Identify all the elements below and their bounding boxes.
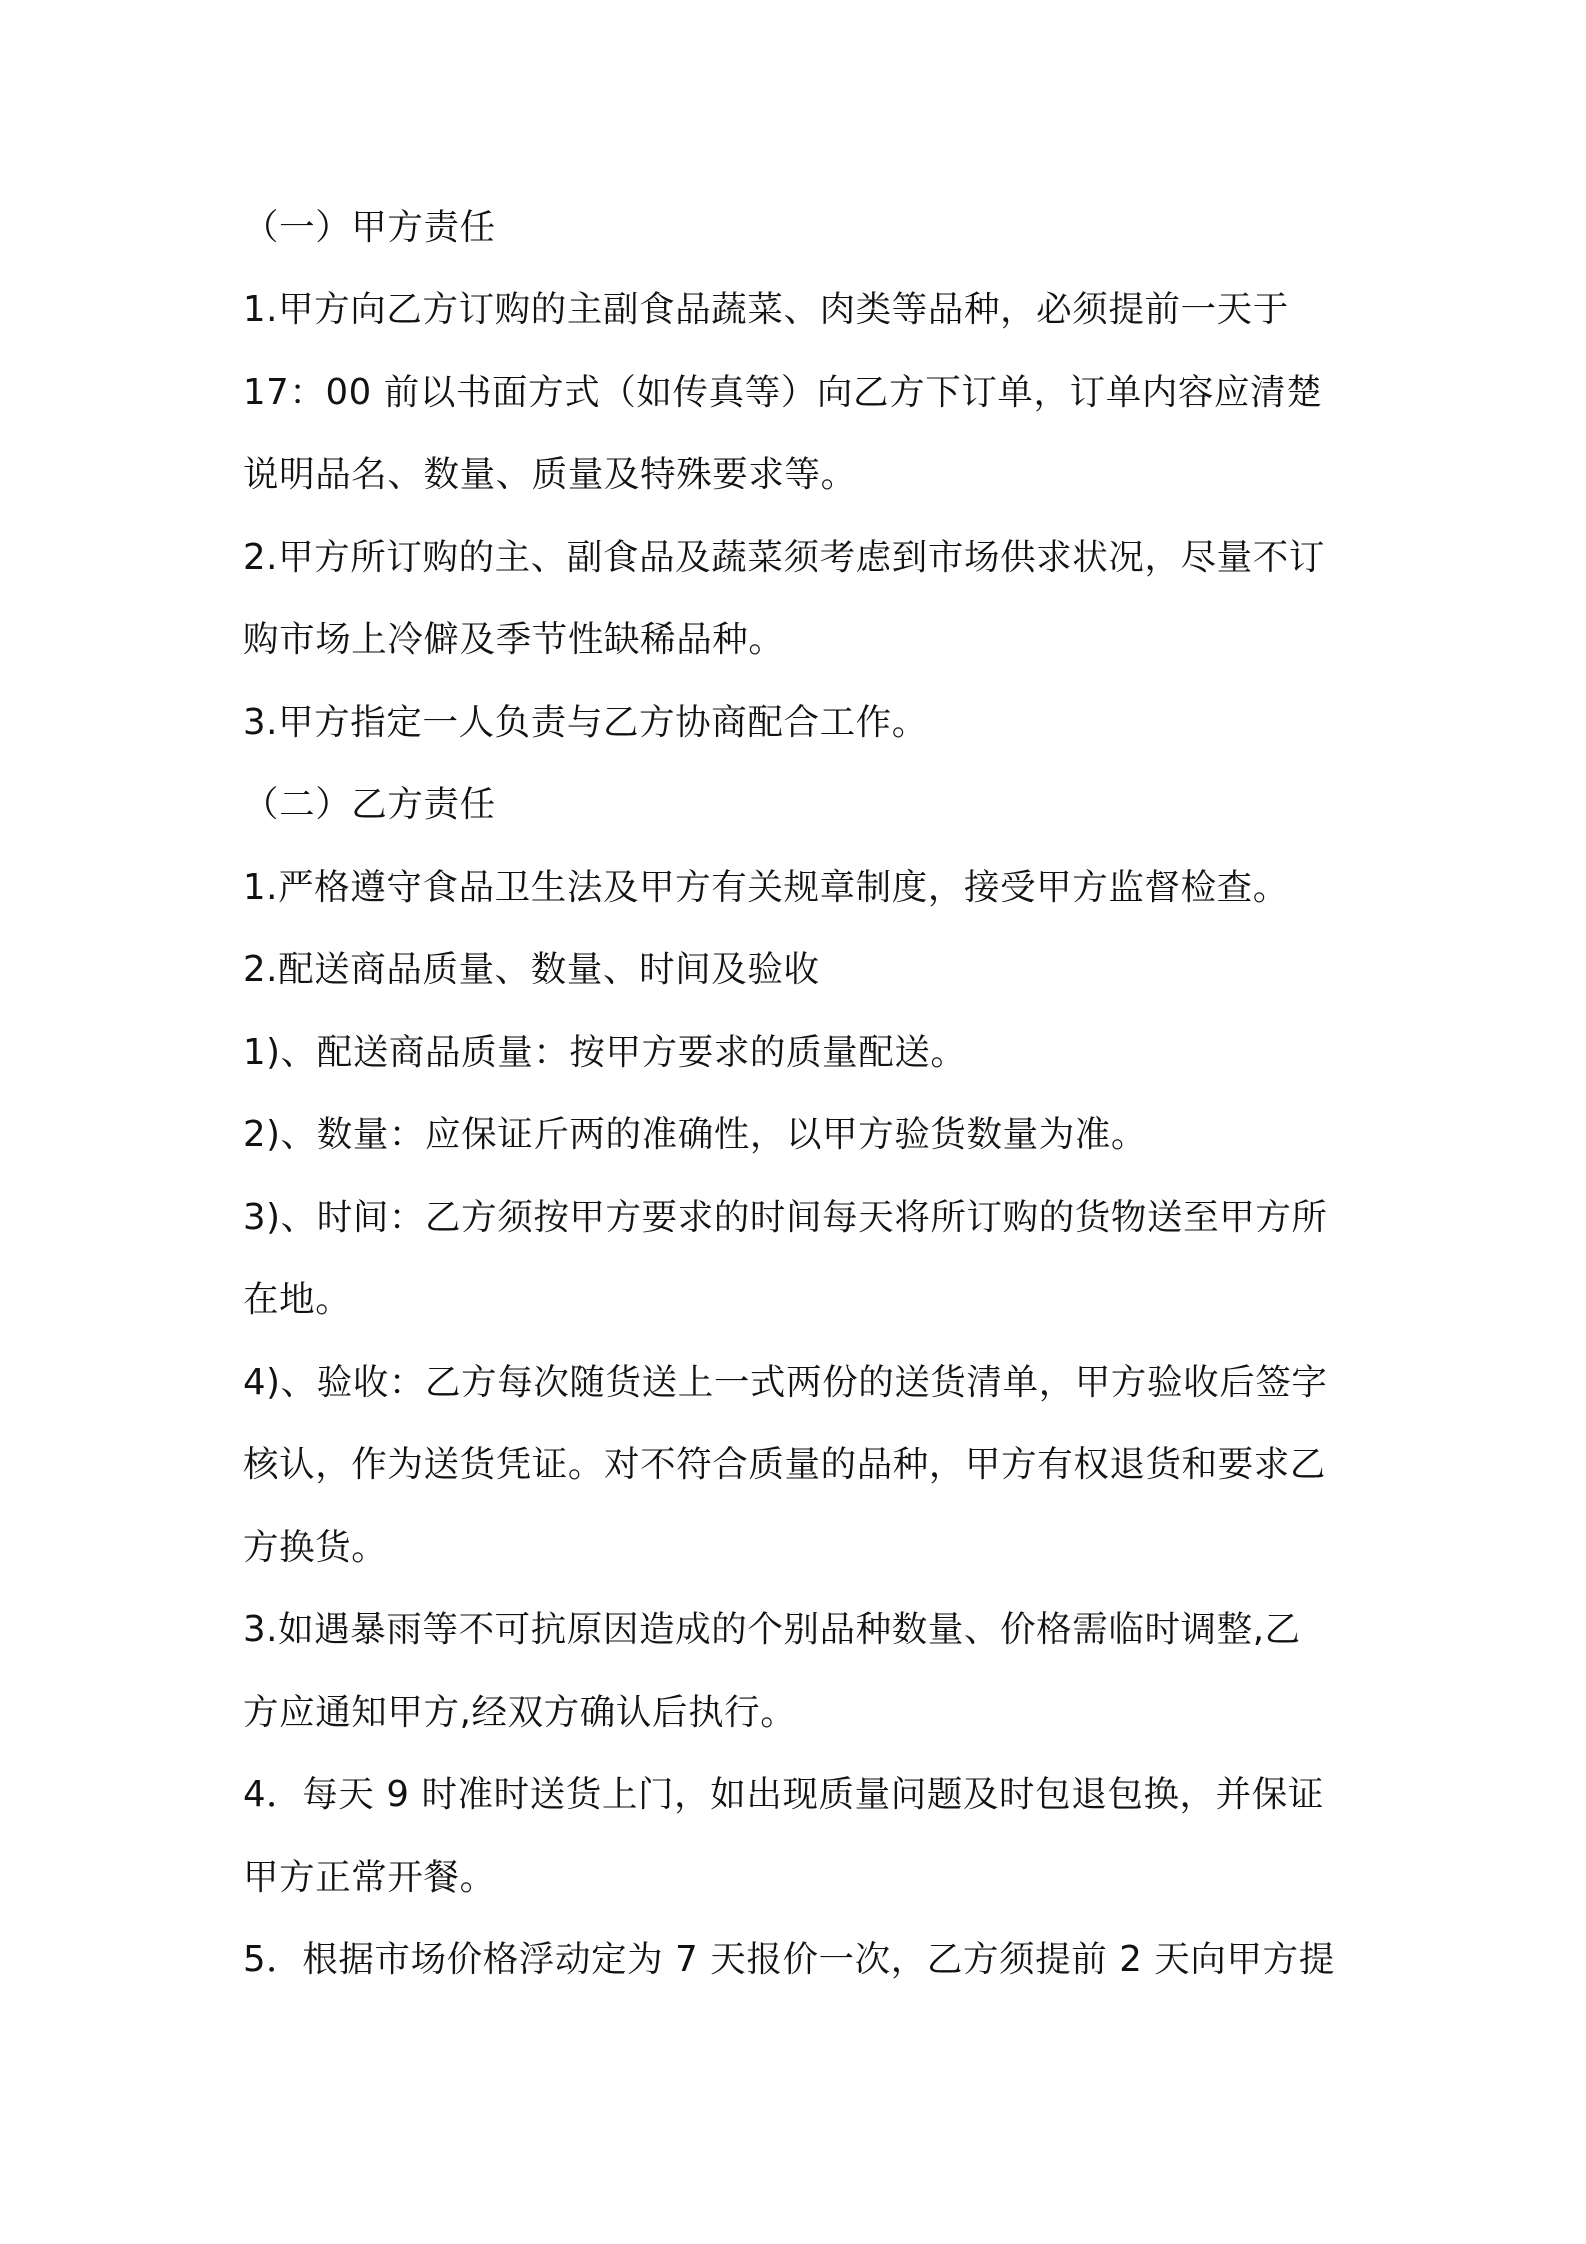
text-line: 3.如遇暴雨等不可抗原因造成的个别品种数量、价格需临时调整,乙 bbox=[243, 1609, 1301, 1650]
text-line: 5．根据市场价格浮动定为 7 天报价一次，乙方须提前 2 天向甲方提 bbox=[243, 1939, 1335, 1980]
text-line: 2.配送商品质量、数量、时间及验收 bbox=[243, 949, 820, 990]
text-line: 3.甲方指定一人负责与乙方协商配合工作。 bbox=[243, 702, 928, 743]
text-line: 4)、验收：乙方每次随货送上一式两份的送货清单，甲方验收后签字 bbox=[243, 1362, 1328, 1403]
text-line: 1.严格遵守食品卫生法及甲方有关规章制度，接受甲方监督检查。 bbox=[243, 867, 1289, 908]
text-line: 方换货。 bbox=[243, 1527, 388, 1568]
text-line: 2)、数量：应保证斤两的准确性，以甲方验货数量为准。 bbox=[243, 1114, 1148, 1155]
text-line: 3)、时间：乙方须按甲方要求的时间每天将所订购的货物送至甲方所 bbox=[243, 1197, 1328, 1238]
text-line: 1.甲方向乙方订购的主副食品蔬菜、肉类等品种，必须提前一天于 bbox=[243, 289, 1289, 330]
text-line: 17：00 前以书面方式（如传真等）向乙方下订单，订单内容应清楚 bbox=[243, 372, 1323, 413]
section-heading-party-a: （一）甲方责任 bbox=[243, 207, 496, 248]
text-line: 在地。 bbox=[243, 1279, 352, 1320]
text-line: 甲方正常开餐。 bbox=[243, 1857, 496, 1898]
text-line: 4．每天 9 时准时送货上门，如出现质量问题及时包退包换，并保证 bbox=[243, 1774, 1324, 1815]
section-heading-party-b: （二）乙方责任 bbox=[243, 784, 496, 825]
text-line: 核认，作为送货凭证。对不符合质量的品种，甲方有权退货和要求乙 bbox=[243, 1444, 1327, 1485]
text-line: 说明品名、数量、质量及特殊要求等。 bbox=[243, 454, 857, 495]
text-line: 方应通知甲方,经双方确认后执行。 bbox=[243, 1692, 797, 1733]
text-line: 2.甲方所订购的主、副食品及蔬菜须考虑到市场供求状况，尽量不订 bbox=[243, 537, 1325, 578]
text-line: 1)、配送商品质量：按甲方要求的质量配送。 bbox=[243, 1032, 967, 1073]
text-line: 购市场上冷僻及季节性缺稀品种。 bbox=[243, 619, 785, 660]
